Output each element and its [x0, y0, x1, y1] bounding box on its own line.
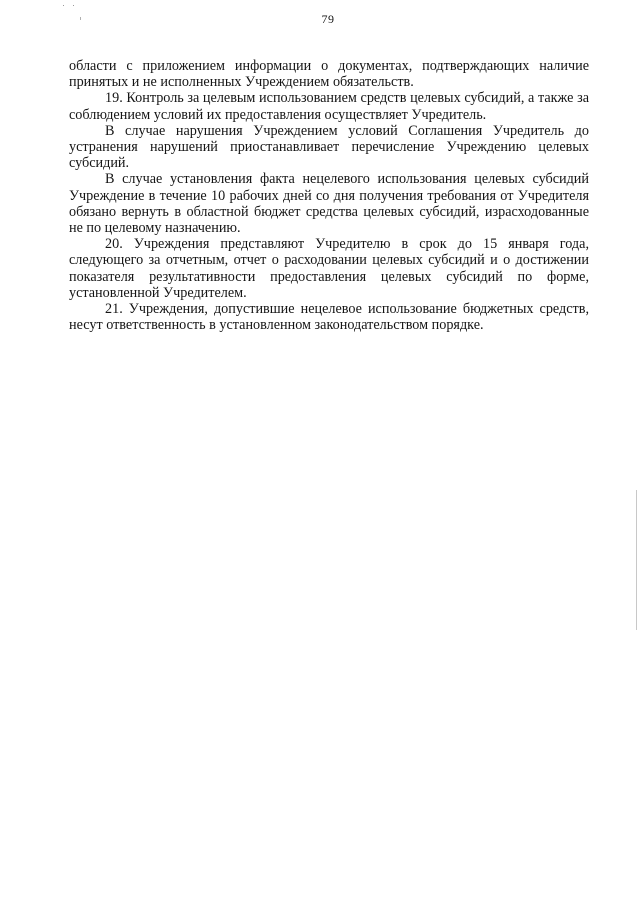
page-number: 79: [321, 12, 335, 26]
paragraph-item-20: 20. Учреждения представляют Учредителю в срок до 15 января года, следующего за отчетным, отчет о расходовании целевых субсидий и о достижении показателя результативности предоставления целевых субсидий по форме, установленной Учредителем.: [69, 236, 589, 301]
paragraph-violation: В случае нарушения Учреждением условий Соглашения Учредитель до устранения нарушений приостанавливает перечисление Учреждению целевых субсидий.: [69, 122, 589, 172]
scan-speck: [73, 5, 74, 6]
document-body: [69, 58, 589, 333]
paragraph-continuation: области с приложением информации о документах, подтверждающих наличие принятых и не исполненных Учреждением обязательств.: [69, 58, 589, 91]
scan-edge-line: [636, 490, 637, 630]
scan-speck: [63, 5, 64, 6]
paragraph-misuse-return: В случае установления факта нецелевого использования целевых субсидий Учреждение в течение 10 рабочих дней со дня получения требования от Учредителя обязано вернуть в областной бюджет средства целевых субсидий, израсходованные не по целевому назначению.: [69, 171, 589, 237]
paragraph-item-21: 21. Учреждения, допустившие нецелевое использование бюджетных средств, несут ответственность в установленном законодательством порядке.: [69, 301, 589, 334]
paragraph-item-19: 19. Контроль за целевым использованием средств целевых субсидий, а также за соблюдением условий их предоставления осуществляет Учредитель.: [69, 90, 589, 123]
